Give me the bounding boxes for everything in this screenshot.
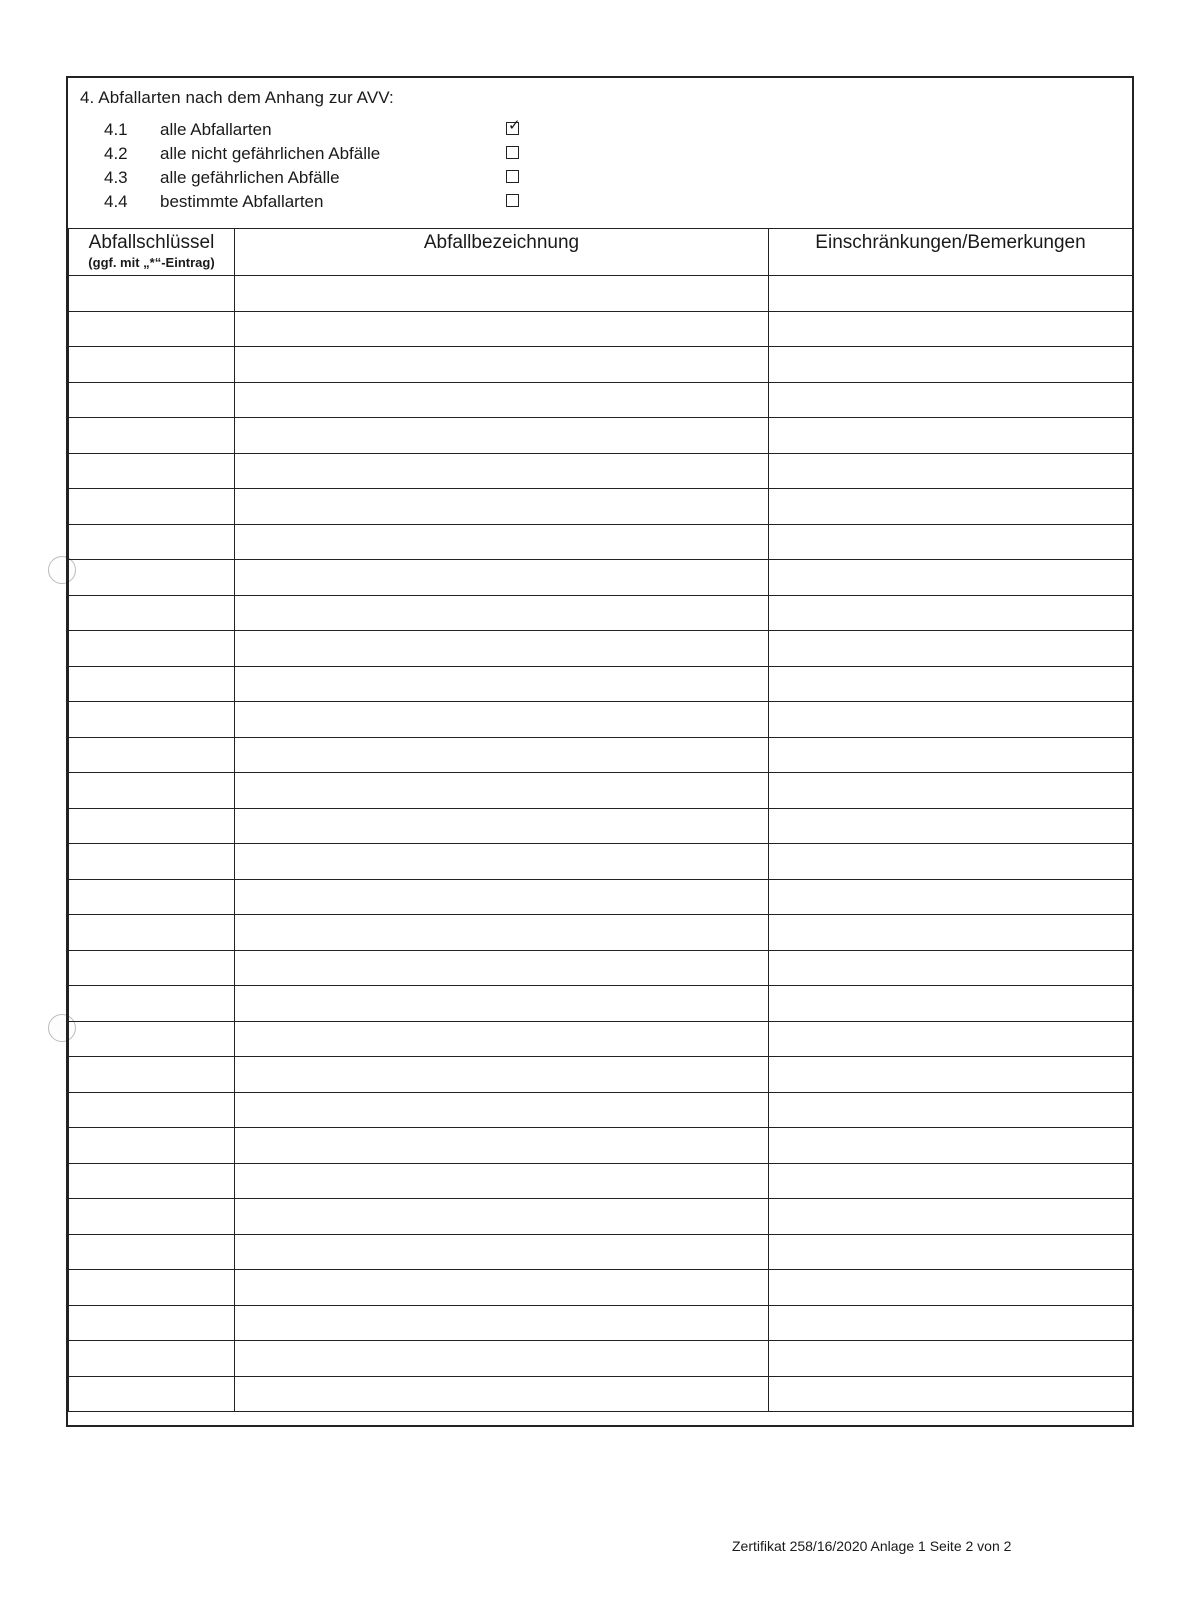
table-row	[69, 737, 1133, 773]
option-number: 4.4	[104, 192, 128, 211]
cell-abfallbezeichnung[interactable]	[235, 844, 769, 880]
table-row	[69, 915, 1133, 951]
cell-abfallschluessel[interactable]	[69, 1128, 235, 1164]
table-row	[69, 844, 1133, 880]
cell-abfallbezeichnung[interactable]	[235, 560, 769, 596]
cell-abfallbezeichnung[interactable]	[235, 773, 769, 809]
cell-abfallschluessel[interactable]	[69, 1092, 235, 1128]
header-label: Abfallschlüssel	[88, 232, 215, 253]
table-row	[69, 382, 1133, 418]
cell-abfallschluessel[interactable]	[69, 986, 235, 1022]
cell-abfallbezeichnung[interactable]	[235, 1092, 769, 1128]
cell-abfallbezeichnung[interactable]	[235, 1199, 769, 1235]
cell-abfallbezeichnung[interactable]	[235, 276, 769, 312]
cell-bemerkungen[interactable]	[769, 1376, 1133, 1412]
table-row	[69, 986, 1133, 1022]
cell-abfallbezeichnung[interactable]	[235, 1163, 769, 1199]
cell-abfallschluessel[interactable]	[69, 666, 235, 702]
option-number: 4.2	[104, 144, 128, 163]
cell-abfallschluessel[interactable]	[69, 1199, 235, 1235]
page-footer: Zertifikat 258/16/2020 Anlage 1 Seite 2 von 2	[732, 1538, 1012, 1554]
cell-abfallbezeichnung[interactable]	[235, 631, 769, 667]
cell-bemerkungen[interactable]	[769, 808, 1133, 844]
table-row	[69, 1128, 1133, 1164]
cell-bemerkungen[interactable]	[769, 986, 1133, 1022]
table-row	[69, 1021, 1133, 1057]
cell-abfallbezeichnung[interactable]	[235, 1270, 769, 1306]
cell-abfallbezeichnung[interactable]	[235, 489, 769, 525]
cell-abfallschluessel[interactable]	[69, 311, 235, 347]
table-row	[69, 1234, 1133, 1270]
cell-abfallbezeichnung[interactable]	[235, 1305, 769, 1341]
cell-bemerkungen[interactable]	[769, 631, 1133, 667]
cell-abfallbezeichnung[interactable]	[235, 1234, 769, 1270]
cell-abfallschluessel[interactable]	[69, 595, 235, 631]
table-row	[69, 560, 1133, 596]
cell-abfallbezeichnung[interactable]	[235, 524, 769, 560]
table-row	[69, 1092, 1133, 1128]
table-row	[69, 950, 1133, 986]
cell-bemerkungen[interactable]	[769, 1199, 1133, 1235]
cell-bemerkungen[interactable]	[769, 1021, 1133, 1057]
table-row	[69, 1341, 1133, 1377]
cell-abfallbezeichnung[interactable]	[235, 808, 769, 844]
header-abfallschluessel	[69, 229, 235, 276]
cell-bemerkungen[interactable]	[769, 524, 1133, 560]
cell-abfallschluessel[interactable]	[69, 737, 235, 773]
table-row	[69, 1376, 1133, 1412]
cell-bemerkungen[interactable]	[769, 702, 1133, 738]
checkbox-nicht-gefaehrliche[interactable]	[506, 146, 519, 159]
cell-bemerkungen[interactable]	[769, 666, 1133, 702]
cell-abfallschluessel[interactable]	[69, 808, 235, 844]
cell-abfallbezeichnung[interactable]	[235, 950, 769, 986]
table-row	[69, 276, 1133, 312]
cell-abfallschluessel[interactable]	[69, 347, 235, 383]
cell-abfallschluessel[interactable]	[69, 1234, 235, 1270]
cell-abfallbezeichnung[interactable]	[235, 1128, 769, 1164]
cell-abfallschluessel[interactable]	[69, 950, 235, 986]
cell-abfallbezeichnung[interactable]	[235, 702, 769, 738]
cell-bemerkungen[interactable]	[769, 453, 1133, 489]
cell-bemerkungen[interactable]	[769, 560, 1133, 596]
cell-abfallschluessel[interactable]	[69, 631, 235, 667]
header-label: Einschränkungen/Bemerkungen	[815, 232, 1086, 253]
cell-bemerkungen[interactable]	[769, 1234, 1133, 1270]
option-row-4-4	[104, 192, 504, 216]
table-header-row	[69, 229, 1133, 276]
form-frame	[66, 76, 1134, 1427]
cell-abfallbezeichnung[interactable]	[235, 311, 769, 347]
cell-abfallbezeichnung[interactable]	[235, 737, 769, 773]
cell-abfallbezeichnung[interactable]	[235, 382, 769, 418]
waste-table	[68, 228, 1133, 1412]
header-label: Abfallbezeichnung	[423, 232, 580, 253]
checkmark-icon: ✓	[508, 117, 521, 134]
cell-bemerkungen[interactable]	[769, 276, 1133, 312]
cell-abfallbezeichnung[interactable]	[235, 418, 769, 454]
cell-abfallbezeichnung[interactable]	[235, 595, 769, 631]
checkbox-alle-abfallarten[interactable]	[506, 117, 521, 135]
cell-bemerkungen[interactable]	[769, 1341, 1133, 1377]
table-row	[69, 489, 1133, 525]
table-row	[69, 808, 1133, 844]
option-number: 4.1	[104, 120, 128, 139]
cell-bemerkungen[interactable]	[769, 595, 1133, 631]
table-row	[69, 666, 1133, 702]
cell-abfallbezeichnung[interactable]	[235, 1057, 769, 1093]
cell-abfallbezeichnung[interactable]	[235, 666, 769, 702]
cell-abfallschluessel[interactable]	[69, 560, 235, 596]
cell-abfallschluessel[interactable]	[69, 1305, 235, 1341]
cell-abfallschluessel[interactable]	[69, 915, 235, 951]
header-abfallbezeichnung	[235, 229, 769, 276]
cell-abfallschluessel[interactable]	[69, 879, 235, 915]
table-row	[69, 347, 1133, 383]
cell-bemerkungen[interactable]	[769, 1128, 1133, 1164]
cell-abfallschluessel[interactable]	[69, 276, 235, 312]
cell-bemerkungen[interactable]	[769, 418, 1133, 454]
cell-abfallbezeichnung[interactable]	[235, 986, 769, 1022]
cell-bemerkungen[interactable]	[769, 1092, 1133, 1128]
table-row	[69, 595, 1133, 631]
cell-bemerkungen[interactable]	[769, 950, 1133, 986]
waste-table-wrap	[68, 228, 1132, 1425]
option-number: 4.3	[104, 168, 128, 187]
option-label: alle Abfallarten	[160, 120, 272, 139]
cell-abfallbezeichnung[interactable]	[235, 1376, 769, 1412]
cell-bemerkungen[interactable]	[769, 737, 1133, 773]
section-title: 4. Abfallarten nach dem Anhang zur AVV:	[80, 88, 394, 107]
table-row	[69, 453, 1133, 489]
checkbox-gefaehrliche[interactable]	[506, 170, 519, 183]
cell-abfallbezeichnung[interactable]	[235, 879, 769, 915]
table-row	[69, 631, 1133, 667]
cell-bemerkungen[interactable]	[769, 879, 1133, 915]
cell-bemerkungen[interactable]	[769, 311, 1133, 347]
checkbox-bestimmte[interactable]	[506, 194, 519, 207]
cell-abfallschluessel[interactable]	[69, 524, 235, 560]
cell-abfallbezeichnung[interactable]	[235, 1021, 769, 1057]
cell-abfallbezeichnung[interactable]	[235, 453, 769, 489]
option-label: alle gefährlichen Abfälle	[160, 168, 340, 187]
cell-abfallbezeichnung[interactable]	[235, 915, 769, 951]
header-sublabel: (ggf. mit „*“-Eintrag)	[88, 255, 215, 270]
option-label: bestimmte Abfallarten	[160, 192, 324, 211]
cell-abfallschluessel[interactable]	[69, 418, 235, 454]
cell-abfallschluessel[interactable]	[69, 844, 235, 880]
cell-abfallbezeichnung[interactable]	[235, 1341, 769, 1377]
table-row	[69, 1305, 1133, 1341]
table-row	[69, 1057, 1133, 1093]
cell-abfallschluessel[interactable]	[69, 1057, 235, 1093]
table-row	[69, 1163, 1133, 1199]
cell-bemerkungen[interactable]	[769, 1163, 1133, 1199]
cell-abfallschluessel[interactable]	[69, 773, 235, 809]
table-row	[69, 879, 1133, 915]
cell-bemerkungen[interactable]	[769, 382, 1133, 418]
cell-bemerkungen[interactable]	[769, 915, 1133, 951]
table-row	[69, 773, 1133, 809]
cell-abfallbezeichnung[interactable]	[235, 347, 769, 383]
header-bemerkungen	[769, 229, 1133, 276]
table-row	[69, 702, 1133, 738]
option-row-4-3	[104, 168, 504, 192]
table-row	[69, 418, 1133, 454]
cell-abfallschluessel[interactable]	[69, 1341, 235, 1377]
option-row-4-1	[104, 117, 521, 144]
cell-bemerkungen[interactable]	[769, 1305, 1133, 1341]
cell-bemerkungen[interactable]	[769, 1270, 1133, 1306]
cell-abfallschluessel[interactable]	[69, 382, 235, 418]
option-row-4-2	[104, 144, 504, 168]
table-row	[69, 1270, 1133, 1306]
cell-bemerkungen[interactable]	[769, 1057, 1133, 1093]
table-body	[69, 276, 1133, 1412]
table-row	[69, 311, 1133, 347]
cell-abfallschluessel[interactable]	[69, 1021, 235, 1057]
table-row	[69, 524, 1133, 560]
cell-abfallschluessel[interactable]	[69, 1376, 235, 1412]
cell-abfallschluessel[interactable]	[69, 1270, 235, 1306]
table-row	[69, 1199, 1133, 1235]
cell-abfallschluessel[interactable]	[69, 489, 235, 525]
cell-abfallschluessel[interactable]	[69, 453, 235, 489]
cell-bemerkungen[interactable]	[769, 844, 1133, 880]
option-label: alle nicht gefährlichen Abfälle	[160, 144, 381, 163]
cell-bemerkungen[interactable]	[769, 489, 1133, 525]
cell-bemerkungen[interactable]	[769, 773, 1133, 809]
cell-abfallschluessel[interactable]	[69, 1163, 235, 1199]
cell-bemerkungen[interactable]	[769, 347, 1133, 383]
cell-abfallschluessel[interactable]	[69, 702, 235, 738]
